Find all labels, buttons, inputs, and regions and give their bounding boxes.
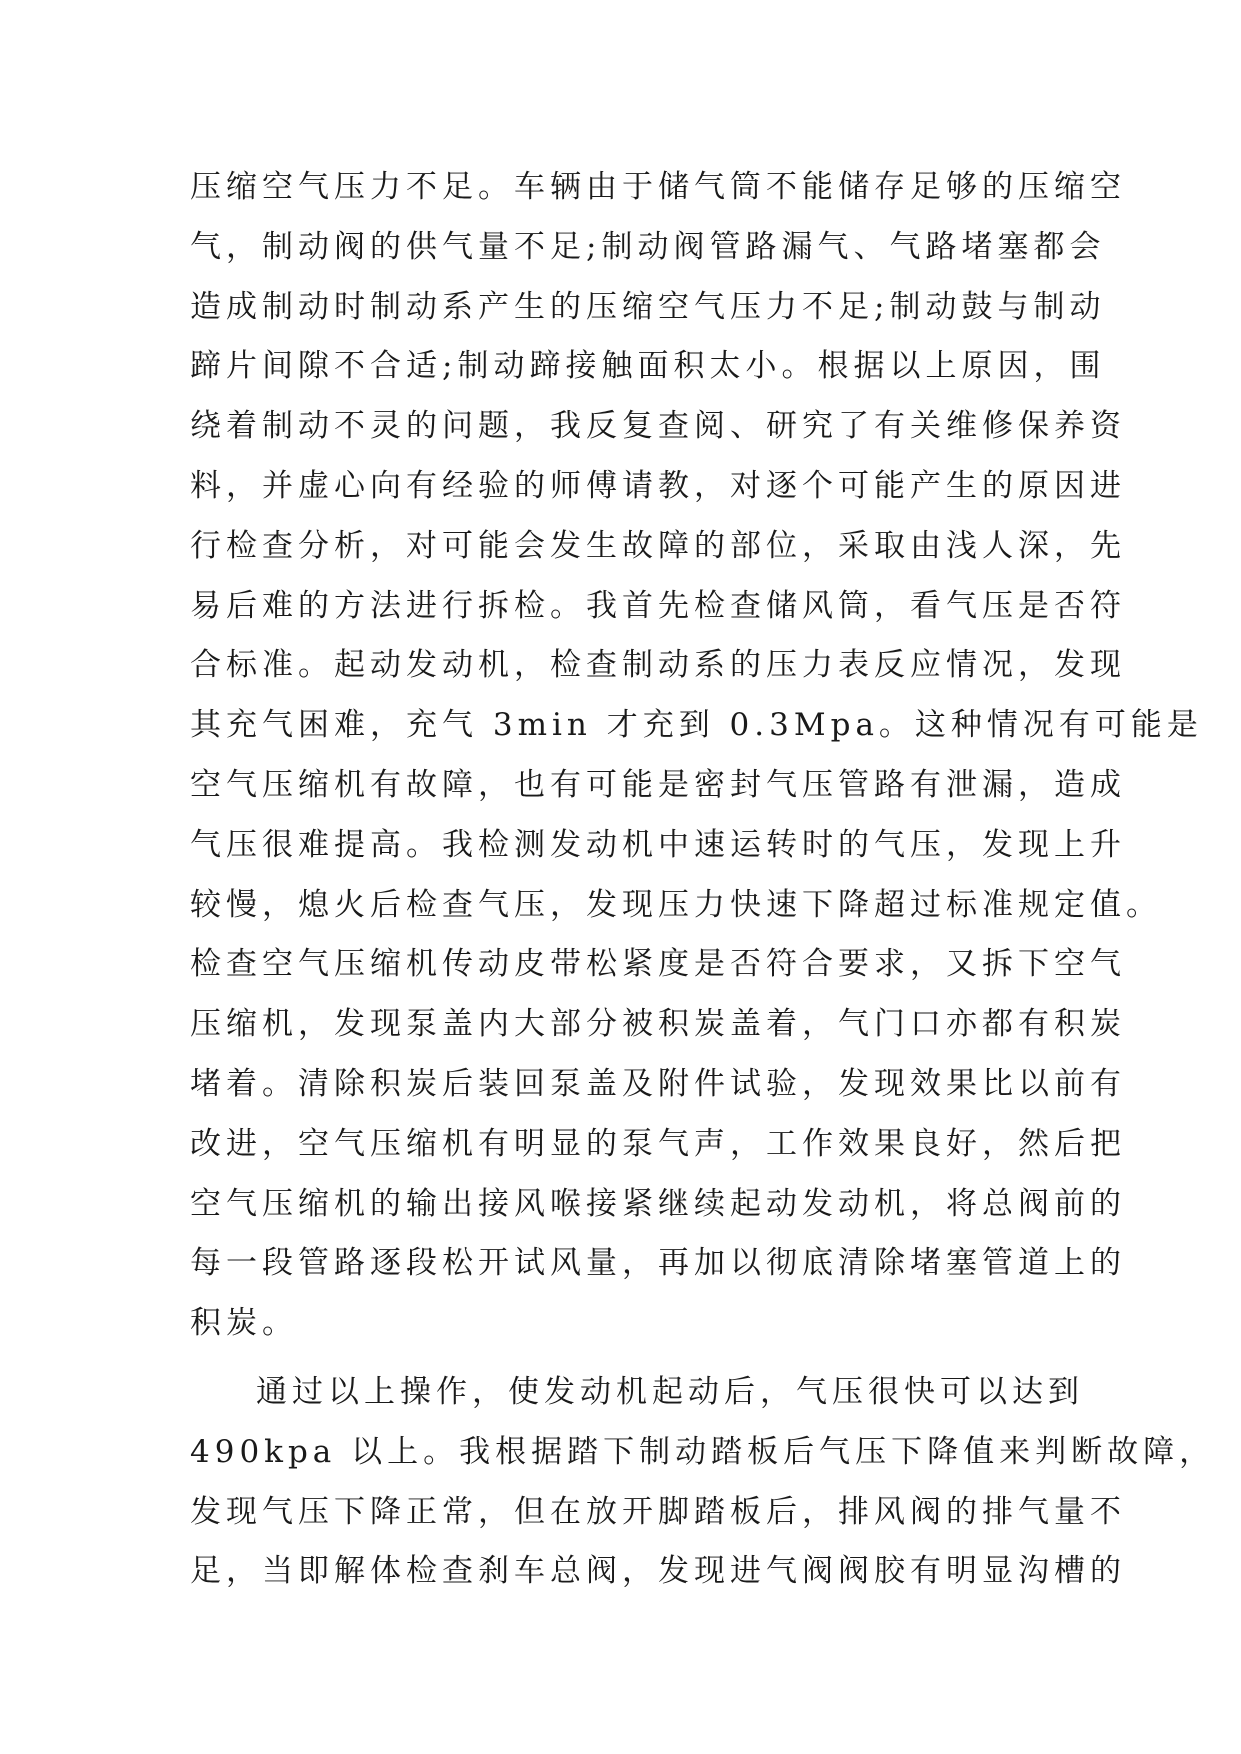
paragraph-spacing: [190, 1354, 1050, 1363]
paragraph-1: [190, 158, 1203, 1354]
text-line: 气压很难提高。我检测发动机中速运转时的气压，发现上升: [190, 826, 1126, 863]
text-line: 绕着制动不灵的问题，我反复查阅、研究了有关维修保养资: [190, 408, 1126, 445]
text-line: 发现气压下降正常，但在放开脚踏板后，排风阀的排气量不: [190, 1493, 1126, 1530]
text-line: 气，制动阀的供气量不足;制动阀管路漏气、气路堵塞都会: [190, 228, 1106, 265]
text-line: 检查空气压缩机传动皮带松紧度是否符合要求，又拆下空气: [190, 946, 1126, 983]
text-line: 压缩空气压力不足。车辆由于储气筒不能储存足够的压缩空: [190, 169, 1126, 205]
text-line: 蹄片间隙不合适;制动蹄接触面积太小。根据以上原因，围: [190, 348, 1106, 385]
text-line: 其充气困难，充气 3min 才充到 0.3Mpa。这种情况有可能是: [190, 707, 1203, 744]
text-line: 较慢，熄火后检查气压，发现压力快速下降超过标准规定值。: [190, 886, 1162, 923]
text-line: 易后难的方法进行拆检。我首先检查储风筒，看气压是否符: [190, 587, 1126, 624]
text-line: 空气压缩机有故障，也有可能是密封气压管路有泄漏，造成: [190, 766, 1126, 803]
text-line: 空气压缩机的输出接风喉接紧继续起动发动机，将总阀前的: [190, 1185, 1126, 1222]
text-line: 行检查分析，对可能会发生故障的部位，采取由浅人深，先: [190, 527, 1126, 564]
text-line: 积炭。: [190, 1305, 298, 1342]
text-line: 490kpa 以上。我根据踏下制动踏板后气压下降值来判断故障，: [190, 1433, 1216, 1470]
text-line: 造成制动时制动系产生的压缩空气压力不足;制动鼓与制动: [190, 288, 1106, 325]
text-line: 压缩机，发现泵盖内大部分被积炭盖着，气门口亦都有积炭: [190, 1006, 1126, 1043]
body-text: [190, 158, 1216, 1602]
text-line: 料，并虚心向有经验的师傅请教，对逐个可能产生的原因进: [190, 467, 1126, 504]
paragraph-2: [190, 1363, 1216, 1602]
text-line: 通过以上操作，使发动机起动后，气压很快可以达到: [256, 1373, 1084, 1410]
text-line: 改进，空气压缩机有明显的泵气声，工作效果良好，然后把: [190, 1125, 1126, 1162]
text-line: 合标准。起动发动机，检查制动系的压力表反应情况，发现: [190, 647, 1126, 684]
text-line: 堵着。清除积炭后装回泵盖及附件试验，发现效果比以前有: [190, 1065, 1126, 1102]
text-line: 每一段管路逐段松开试风量，再加以彻底清除堵塞管道上的: [190, 1245, 1126, 1282]
text-line: 足，当即解体检查刹车总阀，发现进气阀阀胶有明显沟槽的: [190, 1553, 1126, 1590]
